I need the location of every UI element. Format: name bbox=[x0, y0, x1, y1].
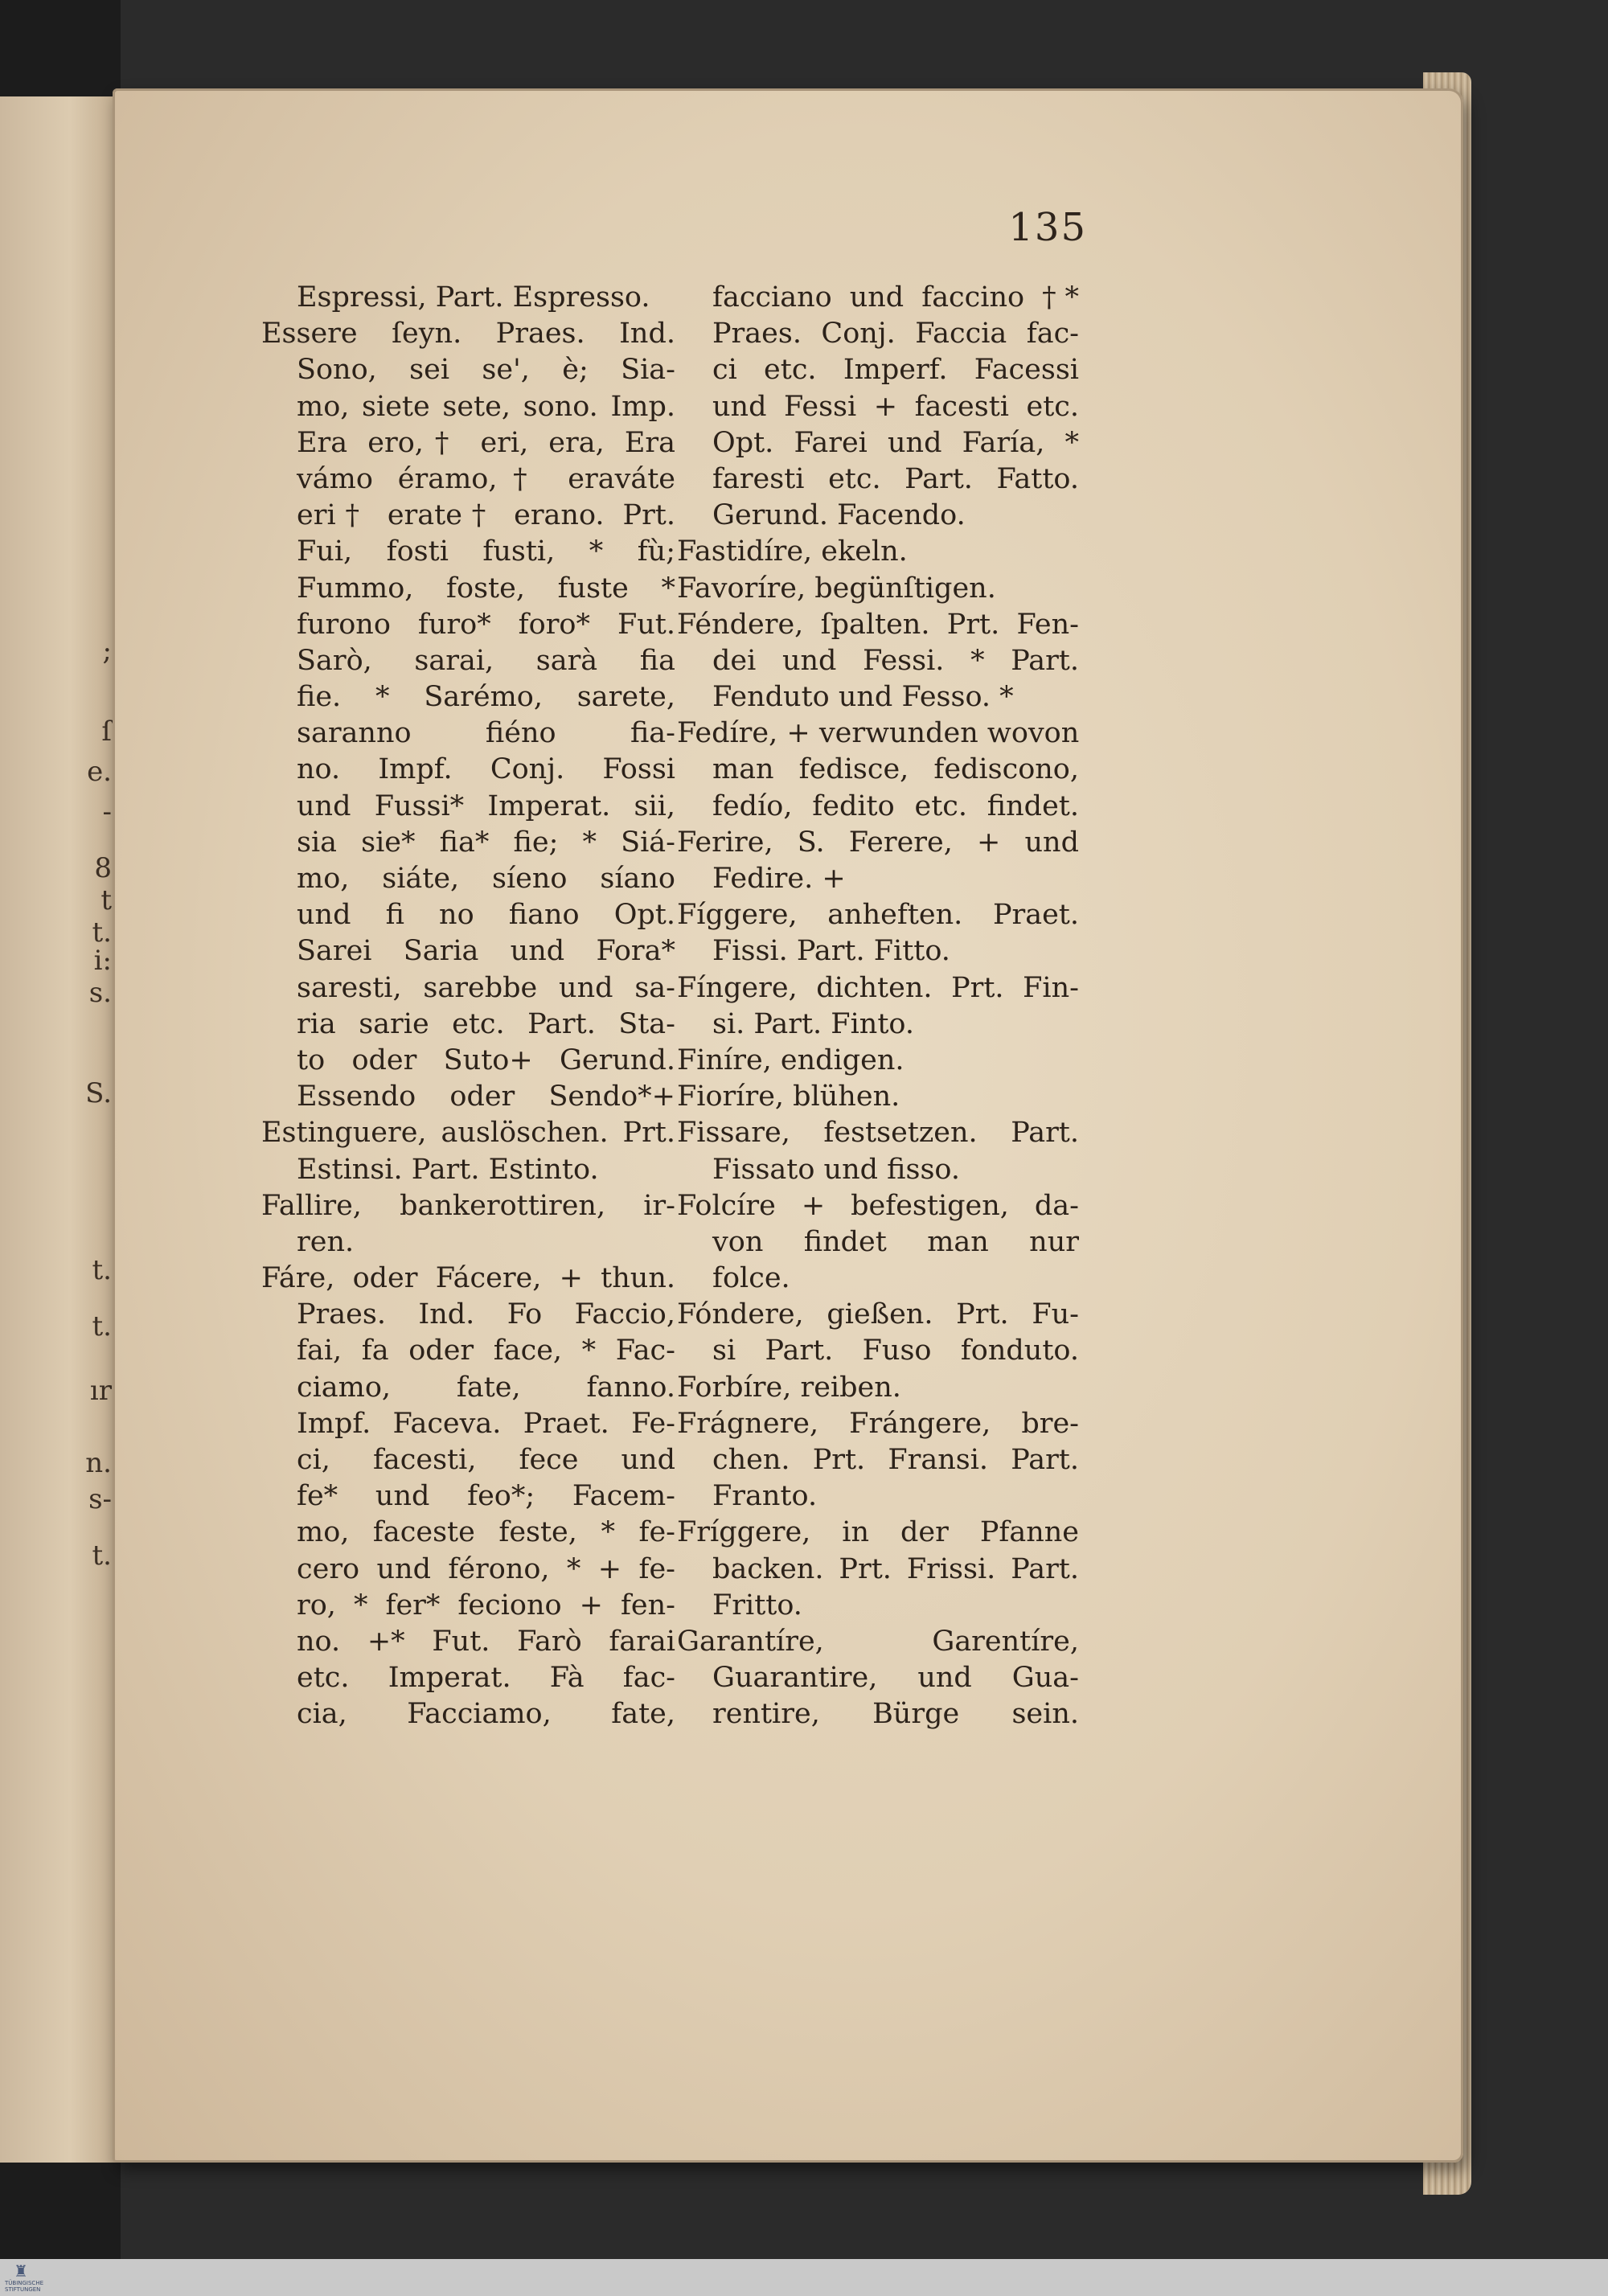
dictionary-line: Fallire, bankerottiren, ir- bbox=[261, 1189, 675, 1222]
dictionary-line: mo, siete sete, sono. Imp. bbox=[297, 390, 675, 423]
margin-fragment: t. bbox=[92, 916, 112, 949]
dictionary-line: Fíngere, dichten. Prt. Fin- bbox=[677, 971, 1079, 1004]
margin-fragment: 8 bbox=[94, 852, 112, 884]
dictionary-line: cero und férono, * + fe- bbox=[297, 1552, 675, 1585]
dictionary-line: facciano und faccino †* bbox=[712, 281, 1079, 314]
margin-fragment: t. bbox=[92, 1254, 112, 1286]
dictionary-line: Forbíre, reiben. bbox=[677, 1371, 901, 1404]
dictionary-line: fe* und feo*; Facem- bbox=[297, 1480, 675, 1513]
dictionary-line: no. Impf. Conj. Fossi bbox=[297, 753, 675, 786]
dictionary-line: Folcíre + befestigen, da- bbox=[677, 1189, 1079, 1222]
dictionary-line: Fáre, oder Fácere, + thun. bbox=[261, 1262, 675, 1295]
margin-fragment: - bbox=[102, 796, 112, 828]
dictionary-line: mo, faceste feste, * fe- bbox=[297, 1516, 675, 1549]
library-logo-text: TÜBINGISCHE STIFTUNGEN bbox=[5, 2280, 44, 2293]
library-logo bbox=[5, 2261, 44, 2293]
dictionary-line: backen. Prt. Frissi. Part. bbox=[712, 1552, 1079, 1585]
margin-fragment: ; bbox=[102, 635, 112, 667]
dictionary-line: Fóndere, gießen. Prt. Fu- bbox=[677, 1298, 1079, 1331]
dictionary-line: Praes. Conj. Faccia fac- bbox=[712, 318, 1079, 351]
left-column bbox=[261, 280, 675, 1733]
dictionary-line: faresti etc. Part. Fatto. bbox=[712, 462, 1079, 495]
footer-bar bbox=[0, 2259, 1608, 2296]
dictionary-line: Espressi, Part. Espresso. bbox=[297, 281, 650, 314]
dictionary-line: vámo éramo,† eraváte bbox=[297, 462, 675, 495]
dictionary-line: si Part. Fuso fonduto. bbox=[712, 1335, 1079, 1367]
dictionary-line: Ferire, S. Ferere, + und bbox=[677, 826, 1079, 859]
dictionary-line: Frágnere, Frángere, bre- bbox=[677, 1407, 1079, 1440]
dictionary-line: Sarò, sarai, sarà fia bbox=[297, 644, 675, 677]
dictionary-line: ria sarie etc. Part. Sta- bbox=[297, 1007, 675, 1040]
margin-fragment: e. bbox=[87, 756, 112, 788]
margin-fragment: S. bbox=[85, 1077, 112, 1109]
dictionary-line: Fedire. + bbox=[712, 863, 846, 895]
margin-fragment: n. bbox=[85, 1447, 112, 1479]
dictionary-line: ro, * fer* feciono + fen- bbox=[297, 1589, 675, 1622]
dictionary-line: etc. Imperat. Fà fac- bbox=[297, 1662, 675, 1695]
dictionary-line: Impf. Faceva. Praet. Fe- bbox=[297, 1407, 675, 1440]
dictionary-line: chen. Prt. Fransi. Part. bbox=[712, 1444, 1079, 1476]
dictionary-line: ciamo, fate, fanno. bbox=[297, 1371, 675, 1404]
dictionary-line: Praes. Ind. Fo Faccio, bbox=[297, 1298, 675, 1331]
dictionary-line: Finíre, endigen. bbox=[677, 1043, 904, 1076]
right-column bbox=[677, 280, 1079, 1733]
dictionary-line: ci, facesti, fece und bbox=[297, 1444, 675, 1476]
left-page-edge bbox=[0, 96, 118, 2163]
dictionary-line: mo, siáte, síeno síano bbox=[297, 863, 675, 895]
margin-fragment: i: bbox=[93, 945, 112, 977]
dictionary-line: furono furo* foro* Fut. bbox=[297, 608, 675, 641]
page-number: 135 bbox=[1008, 205, 1087, 250]
dictionary-line: to oder Suto+ Gerund. bbox=[297, 1043, 675, 1076]
dictionary-line: Essere ſeyn. Praes. Ind. bbox=[261, 318, 675, 351]
dictionary-line: ci etc. Imperf. Facessi bbox=[712, 354, 1079, 387]
crest-icon: ♜ bbox=[14, 2261, 28, 2281]
dictionary-line: sia sie* fia* fie; * Siá- bbox=[297, 826, 675, 859]
dictionary-line: Fenduto und Fesso. * bbox=[712, 681, 1014, 714]
dictionary-line: Sarei Saria und Fora* bbox=[297, 935, 675, 968]
dictionary-line: und Fessi + facesti etc. bbox=[712, 390, 1079, 423]
dictionary-line: fie. * Sarémo, sarete, bbox=[297, 681, 675, 714]
dictionary-line: Fissi. Part. Fitto. bbox=[712, 935, 950, 968]
dictionary-line: si. Part. Finto. bbox=[712, 1007, 914, 1040]
dictionary-line: saresti, sarebbe und sa- bbox=[297, 971, 675, 1004]
dictionary-line: Fissare, festsetzen. Part. bbox=[677, 1117, 1079, 1150]
dictionary-line: Fedíre, + verwunden wovon bbox=[677, 717, 1080, 750]
dictionary-line: folce. bbox=[712, 1262, 790, 1295]
margin-fragment: s. bbox=[88, 977, 112, 1009]
dictionary-line: rentire, Bürge sein. bbox=[712, 1698, 1079, 1731]
dictionary-line: Franto. bbox=[712, 1480, 818, 1513]
dictionary-line: Fríggere, in der Pfanne bbox=[677, 1516, 1079, 1549]
dictionary-line: Fíggere, anheften. Praet. bbox=[677, 899, 1079, 932]
dictionary-line: Fioríre, blühen. bbox=[677, 1080, 900, 1113]
dictionary-line: Fummo, foste, fuste * bbox=[297, 572, 675, 605]
dictionary-line: fedío, fedito etc. findet. bbox=[712, 789, 1079, 822]
dictionary-line: Era ero,† eri, era, Era bbox=[297, 426, 675, 459]
dictionary-line: Fritto. bbox=[712, 1589, 802, 1622]
dictionary-line: fai, fa oder face, * Fac- bbox=[297, 1335, 675, 1367]
dictionary-line: Essendo oder Sendo*+ bbox=[297, 1080, 675, 1113]
margin-fragment: t bbox=[100, 884, 112, 916]
margin-fragment: t. bbox=[92, 1310, 112, 1343]
dictionary-line: Sono, sei se', è; Sia- bbox=[297, 354, 675, 387]
dictionary-line: cia, Facciamo, fate, bbox=[297, 1698, 675, 1731]
dictionary-line: Estinsi. Part. Estinto. bbox=[297, 1153, 599, 1186]
dictionary-line: Estinguere, auslöschen. Prt. bbox=[261, 1117, 675, 1150]
dictionary-line: dei und Fessi. * Part. bbox=[712, 644, 1079, 677]
dictionary-line: ren. bbox=[297, 1225, 355, 1258]
dictionary-line: Fissato und fisso. bbox=[712, 1153, 960, 1186]
dictionary-line: eri† erate† erano. Prt. bbox=[297, 499, 675, 532]
dictionary-line: Guarantire, und Gua- bbox=[712, 1662, 1079, 1695]
dictionary-line: und Fussi* Imperat. sii, bbox=[297, 789, 675, 822]
dictionary-line: Favoríre, begünſtigen. bbox=[677, 572, 996, 605]
dictionary-line: Fastidíre, ekeln. bbox=[677, 535, 908, 568]
dictionary-line: und fi no fiano Opt. bbox=[297, 899, 675, 932]
margin-fragment: ſ bbox=[101, 715, 112, 748]
margin-fragment: t. bbox=[92, 1540, 112, 1572]
margin-fragment: ır bbox=[89, 1375, 112, 1407]
dictionary-line: saranno fiéno fia- bbox=[297, 717, 675, 750]
dictionary-line: Fui, fosti fusti, * fù; bbox=[297, 535, 675, 568]
dictionary-line: man fedisce, fediscono, bbox=[712, 753, 1079, 786]
dictionary-line: Garantíre, Garentíre, bbox=[677, 1625, 1079, 1658]
dictionary-line: Gerund. Facendo. bbox=[712, 499, 966, 532]
dictionary-line: no. +* Fut. Farò farai bbox=[297, 1625, 675, 1658]
dictionary-line: von findet man nur bbox=[712, 1225, 1079, 1258]
dictionary-line: Féndere, ſpalten. Prt. Fen- bbox=[677, 608, 1079, 641]
dictionary-line: Opt. Farei und Faría, * bbox=[712, 426, 1079, 459]
margin-fragment: s- bbox=[88, 1483, 112, 1515]
